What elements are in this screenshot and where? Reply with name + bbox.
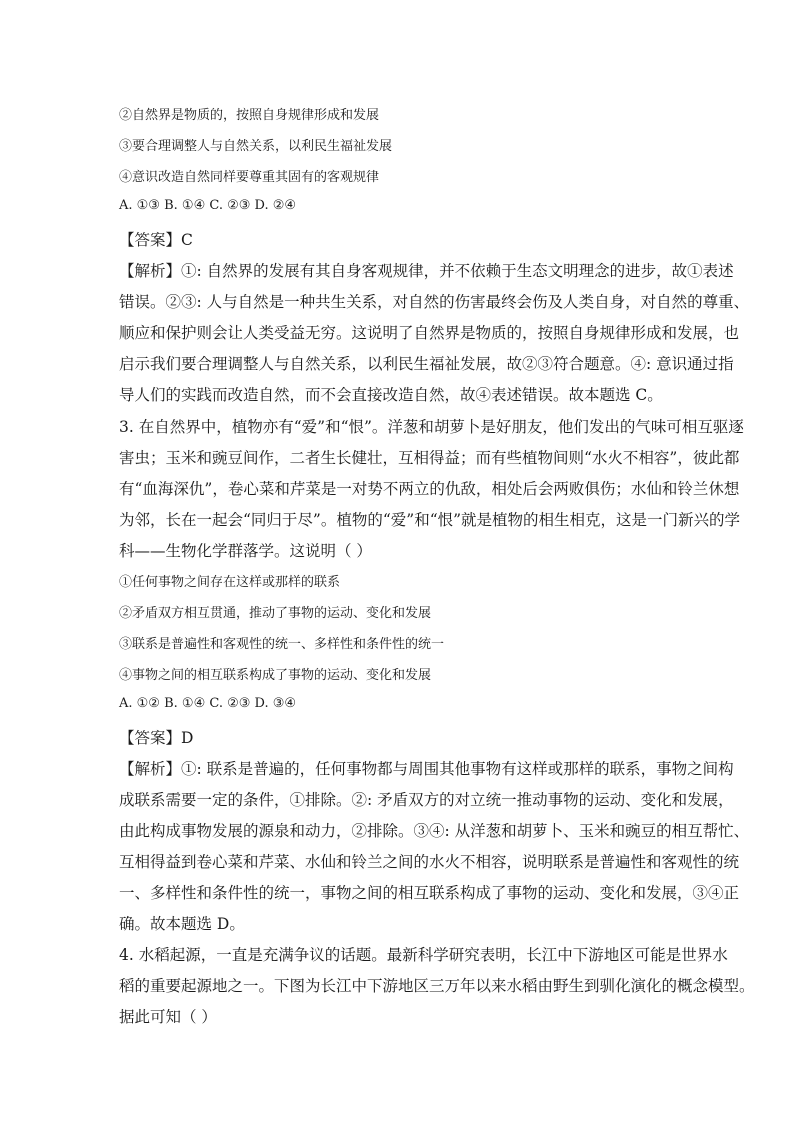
- q3-analysis-line: 一、多样性和条件性的统一，事物之间的相互联系构成了事物的运动、变化和发展，③④正: [119, 884, 740, 902]
- q3-stem-line: 为邻，长在一起会“同归于尽”。植物的“爱”和“恨”就是植物的相生相克，这是一门新兴的学: [119, 511, 741, 529]
- q2-analysis-line: 启示我们要合理调整人与自然关系，以利民生福祉发展，故②③符合题意。④: 意识通过指: [119, 355, 734, 373]
- q3-stem-line: 科——生物化学群落学。这说明（ ）: [119, 542, 372, 560]
- q2-option-3: ③要合理调整人与自然关系，以利民生福祉发展: [119, 139, 393, 154]
- q4-stem-line: 稻的重要起源地之一。下图为长江中下游地区三万年以来水稻由野生到驯化演化的概念模型。: [119, 977, 755, 995]
- q3-stem-line: 有“血海深仇”，卷心菜和芹菜是一对势不两立的仇敌，相处后会两败俱伤；水仙和铃兰休想: [119, 480, 740, 498]
- q2-option-2: ②自然界是物质的，按照自身规律形成和发展: [119, 108, 380, 123]
- q2-analysis-line: 【解析】①: 自然界的发展有其自身客观规律，并不依赖于生态文明理念的进步，故①表述: [119, 262, 734, 280]
- q3-answer: 【答案】D: [119, 729, 194, 747]
- q3-option-3: ③联系是普遍性和客观性的统一、多样性和条件性的统一: [119, 637, 445, 652]
- q3-analysis-line: 成联系需要一定的条件，①排除。②: 矛盾双方的对立统一推动事物的运动、变化和发展，: [119, 791, 734, 809]
- q2-analysis-line: 顺应和保护则会让人类受益无穷。这说明了自然界是物质的，按照自身规律形成和发展，也: [119, 324, 740, 342]
- q3-option-2: ②矛盾双方相互贯通，推动了事物的运动、变化和发展: [119, 606, 432, 621]
- q2-analysis-line: 导人们的实践而改造自然，而不会直接改造自然，故④表述错误。故本题选 C。: [119, 386, 663, 404]
- q3-option-4: ④事物之间的相互联系构成了事物的运动、变化和发展: [119, 668, 432, 683]
- q3-analysis-line: 互相得益到卷心菜和芹菜、水仙和铃兰之间的水火不相容，说明联系是普遍性和客观性的统: [119, 853, 740, 871]
- q3-analysis-line: 【解析】①: 联系是普遍的，任何事物都与周围其他事物有这样或那样的联系，事物之间构: [119, 760, 734, 778]
- q3-analysis-line: 由此构成事物发展的源泉和动力，②排除。③④: 从洋葱和胡萝卜、玉米和豌豆的相互帮忙、: [119, 822, 750, 840]
- q2-choices: A. ①③ B. ①④ C. ②③ D. ②④: [119, 198, 297, 213]
- q4-stem-line: 据此可知（ ）: [119, 1008, 217, 1026]
- q3-stem-line: 害虫；玉米和豌豆间作，二者生长健壮，互相得益；而有些植物间则“水火不相容”，彼此都: [119, 449, 740, 467]
- q3-option-1: ①任何事物之间存在这样或那样的联系: [119, 575, 341, 590]
- q3-analysis-line: 确。故本题选 D。: [119, 915, 245, 933]
- q3-stem-line: 3. 在自然界中，植物亦有“爱”和“恨”。洋葱和胡萝卜是好朋友，他们发出的气味可相互驱逐: [119, 418, 744, 436]
- q4-stem-line: 4. 水稻起源，一直是充满争议的话题。最新科学研究表明，长江中下游地区可能是世界水: [119, 946, 728, 964]
- q3-choices: A. ①② B. ①④ C. ②③ D. ③④: [119, 696, 297, 711]
- q2-analysis-line: 错误。②③: 人与自然是一种共生关系，对自然的伤害最终会伤及人类自身，对自然的尊重、: [119, 293, 750, 311]
- q2-option-4: ④意识改造自然同样要尊重其固有的客观规律: [119, 170, 380, 185]
- q2-answer: 【答案】C: [119, 231, 193, 249]
